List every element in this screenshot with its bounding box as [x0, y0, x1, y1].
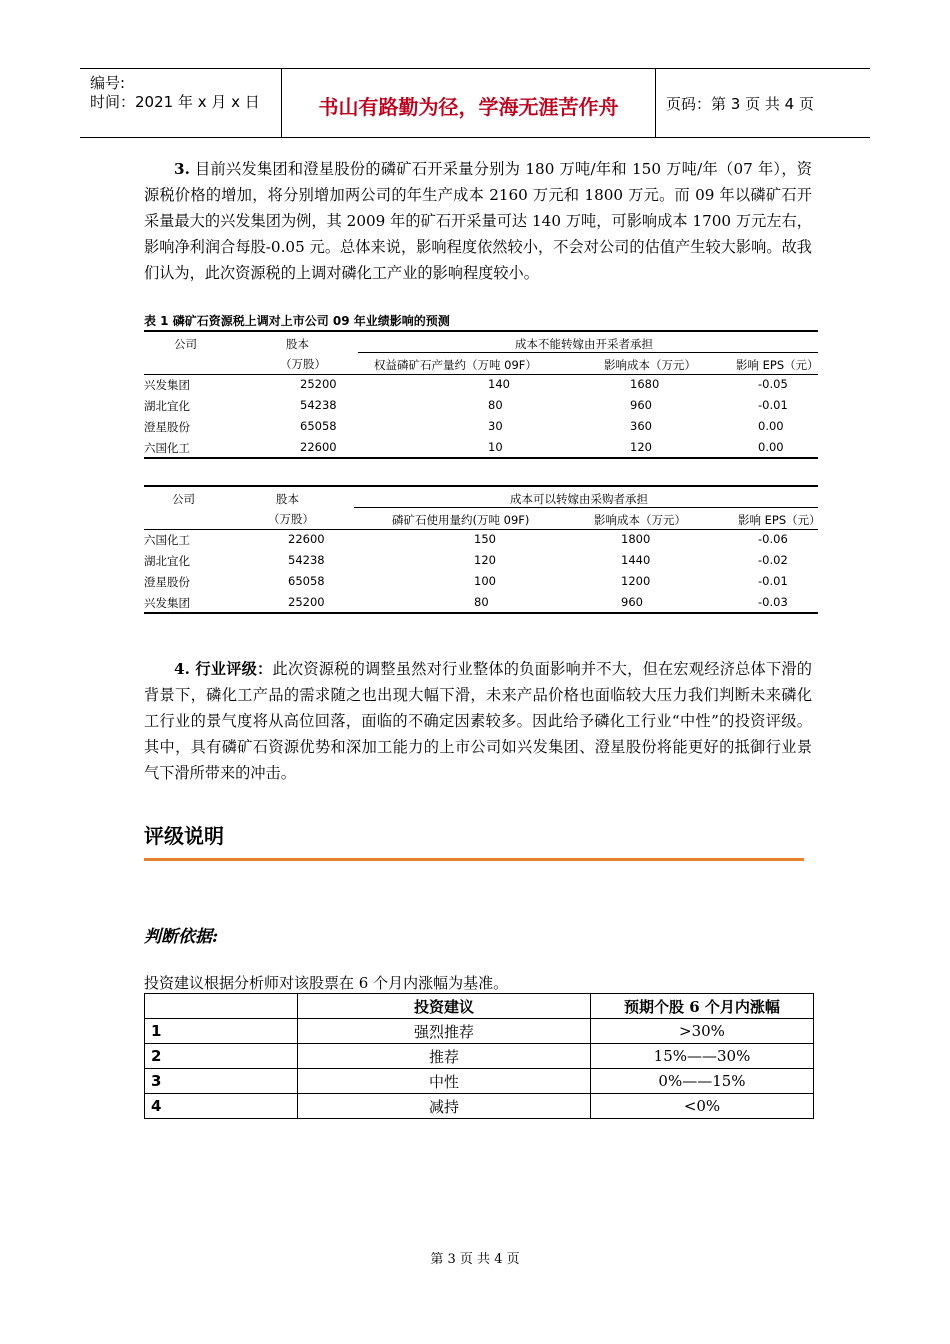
rating-row-range: >30%: [591, 1019, 814, 1044]
table-2-col-cost: 影响成本（万元）: [594, 513, 686, 527]
table-2-col-eps: 影响 EPS（元）: [738, 513, 821, 527]
rating-row-range: <0%: [591, 1094, 814, 1119]
rating-table: [144, 993, 814, 1119]
rating-row-range: 0%——15%: [591, 1069, 814, 1094]
table-2-bottom-rule: [144, 612, 818, 614]
section-divider: [144, 858, 804, 861]
table-2-row-usage: 120: [474, 553, 496, 567]
table-2-row-usage: 150: [474, 532, 496, 546]
rating-row-num: 2: [145, 1044, 298, 1069]
header-right-cell: [656, 69, 870, 137]
table-2-row-cost: 960: [621, 595, 643, 609]
rating-row-num: 4: [145, 1094, 298, 1119]
table-1-row-output: 140: [488, 377, 510, 391]
paragraph-3-number: 3.: [174, 160, 190, 178]
table-1-row-eps: -0.01: [758, 398, 788, 412]
table-1-col-output: 权益磷矿石产量约（万吨 09F）: [374, 358, 537, 372]
table-1-row-company: 兴发集团: [144, 378, 190, 392]
table-2-row-shares: 54238: [288, 553, 325, 567]
rating-row-advice: 中性: [298, 1069, 591, 1094]
rating-row-num: 1: [145, 1019, 298, 1044]
table-2-group-header: 成本可以转嫁由采购者承担: [510, 492, 648, 506]
table-2-col-shares-unit: （万股）: [268, 512, 314, 526]
table-2-header-rule: [144, 529, 818, 530]
rating-row-num: 3: [145, 1069, 298, 1094]
table-2-row-shares: 65058: [288, 574, 325, 588]
table-2-row-shares: 25200: [288, 595, 325, 609]
table-1-col-shares: 股本: [286, 337, 309, 351]
table-2-row-eps: -0.06: [758, 532, 788, 546]
table-2-col-company: 公司: [172, 492, 195, 506]
table-1-group-rule: [358, 352, 818, 353]
table-1-row-company: 澄星股份: [144, 420, 190, 434]
table-2-col-shares: 股本: [276, 492, 299, 506]
table-2-row-company: 湖北宜化: [144, 554, 190, 568]
table-2-row-usage: 100: [474, 574, 496, 588]
table-1-row-output: 10: [488, 440, 503, 454]
table-1-row-eps: 0.00: [758, 440, 784, 454]
table-2-group-rule: [354, 507, 818, 508]
table-2-row-company: 六国化工: [144, 533, 190, 547]
basis-label: 判断依据:: [144, 927, 219, 947]
header-left-cell: [80, 69, 282, 137]
table-1-row-company: 湖北宜化: [144, 399, 190, 413]
doc-time-label: 时间：2021 年 x 月 x 日: [90, 93, 260, 111]
table-1-row-cost: 960: [630, 398, 652, 412]
table-1-row-shares: 65058: [300, 419, 337, 433]
table-2-row-company: 澄星股份: [144, 575, 190, 589]
table-1-header-rule: [144, 374, 818, 375]
rating-header-blank: [145, 994, 298, 1019]
rating-table-header: [145, 994, 814, 1019]
table-2-row-eps: -0.03: [758, 595, 788, 609]
table-2-row-company: 兴发集团: [144, 596, 190, 610]
table-2-col-usage: 磷矿石使用量约(万吨 09F): [392, 513, 530, 527]
table-1-col-eps: 影响 EPS（元）: [736, 358, 819, 372]
table-1-col-cost: 影响成本（万元）: [604, 358, 696, 372]
table-row: [145, 1019, 814, 1044]
header-motto: 书山有路勤为径，学海无涯苦作舟: [318, 95, 619, 119]
table-2-row-shares: 22600: [288, 532, 325, 546]
rating-intro: 投资建议根据分析师对该股票在 6 个月内涨幅为基准。: [144, 974, 509, 992]
table-1-row-cost: 120: [630, 440, 652, 454]
table-1-caption: 表 1 磷矿石资源税上调对上市公司 09 年业绩影响的预测: [144, 314, 450, 328]
rating-section-title: 评级说明: [144, 824, 224, 848]
page-header: [80, 68, 870, 138]
table-1-row-shares: 54238: [300, 398, 337, 412]
rating-row-advice: 减持: [298, 1094, 591, 1119]
table-row: [145, 1094, 814, 1119]
rating-header-advice: 投资建议: [298, 994, 591, 1019]
table-1-row-cost: 360: [630, 419, 652, 433]
page-footer: 第 3 页 共 4 页: [430, 1252, 520, 1267]
table-1-col-company: 公司: [174, 337, 197, 351]
table-1-row-company: 六国化工: [144, 441, 190, 455]
table-1-group-header: 成本不能转嫁由开采者承担: [515, 337, 653, 351]
table-1-row-eps: -0.05: [758, 377, 788, 391]
table-1-row-cost: 1680: [630, 377, 660, 391]
table-1-row-shares: 22600: [300, 440, 337, 454]
paragraph-3-text: 目前兴发集团和澄星股份的磷矿石开采量分别为 180 万吨/年和 150 万吨/年（07 年），资源税价格的增加，将分别增加两公司的年生产成本 2160 万元和 1800 万元。而 09 年以磷矿石开采量最大的兴发集团为例，其 2009 年的矿石开采量可达 140 万吨，可影响成本 1700 万元左右，影响净利润合每股-0.05 元。总体来说，影响程度依然较小，不会对公司的估值产生较大影响。故我们认为，此次资源税的上调对磷化工产业的影响程度较小。: [144, 160, 812, 282]
table-row: [145, 1069, 814, 1094]
table-1-bottom-rule: [144, 457, 818, 459]
table-1-row-eps: 0.00: [758, 419, 784, 433]
rating-row-advice: 强烈推荐: [298, 1019, 591, 1044]
table-2-row-cost: 1800: [621, 532, 651, 546]
table-1-row-shares: 25200: [300, 377, 337, 391]
table-2-row-cost: 1200: [621, 574, 651, 588]
paragraph-3: [144, 156, 812, 286]
table-1-row-output: 80: [488, 398, 503, 412]
rating-row-advice: 推荐: [298, 1044, 591, 1069]
table-2-row-eps: -0.02: [758, 553, 788, 567]
table-row: [145, 1044, 814, 1069]
table-1-top-rule: [144, 330, 818, 332]
table-2-row-usage: 80: [474, 595, 489, 609]
paragraph-4-text: 此次资源税的调整虽然对行业整体的负面影响并不大，但在宏观经济总体下滑的背景下，磷化工产品的需求随之也出现大幅下滑，未来产品价格也面临较大压力我们判断未来磷化工行业的景气度将从高位回落，面临的不确定因素较多。因此给予磷化工行业“中性”的投资评级。其中，具有磷矿石资源优势和深加工能力的上市公司如兴发集团、澄星股份将能更好的抵御行业景气下滑所带来的冲击。: [144, 660, 812, 782]
table-1-row-output: 30: [488, 419, 503, 433]
header-center-cell: [282, 69, 656, 137]
table-2-row-cost: 1440: [621, 553, 651, 567]
rating-header-expected: 预期个股 6 个月内涨幅: [591, 994, 814, 1019]
table-2-top-rule: [144, 485, 818, 487]
doc-number-label: 编号:: [90, 74, 126, 92]
rating-row-range: 15%——30%: [591, 1044, 814, 1069]
header-page-info: 页码：第 3 页 共 4 页: [666, 95, 814, 113]
table-2-row-eps: -0.01: [758, 574, 788, 588]
table-1-col-shares-unit: （万股）: [280, 357, 326, 371]
paragraph-4: [144, 656, 812, 786]
paragraph-4-lead: 4. 行业评级：: [174, 660, 273, 678]
